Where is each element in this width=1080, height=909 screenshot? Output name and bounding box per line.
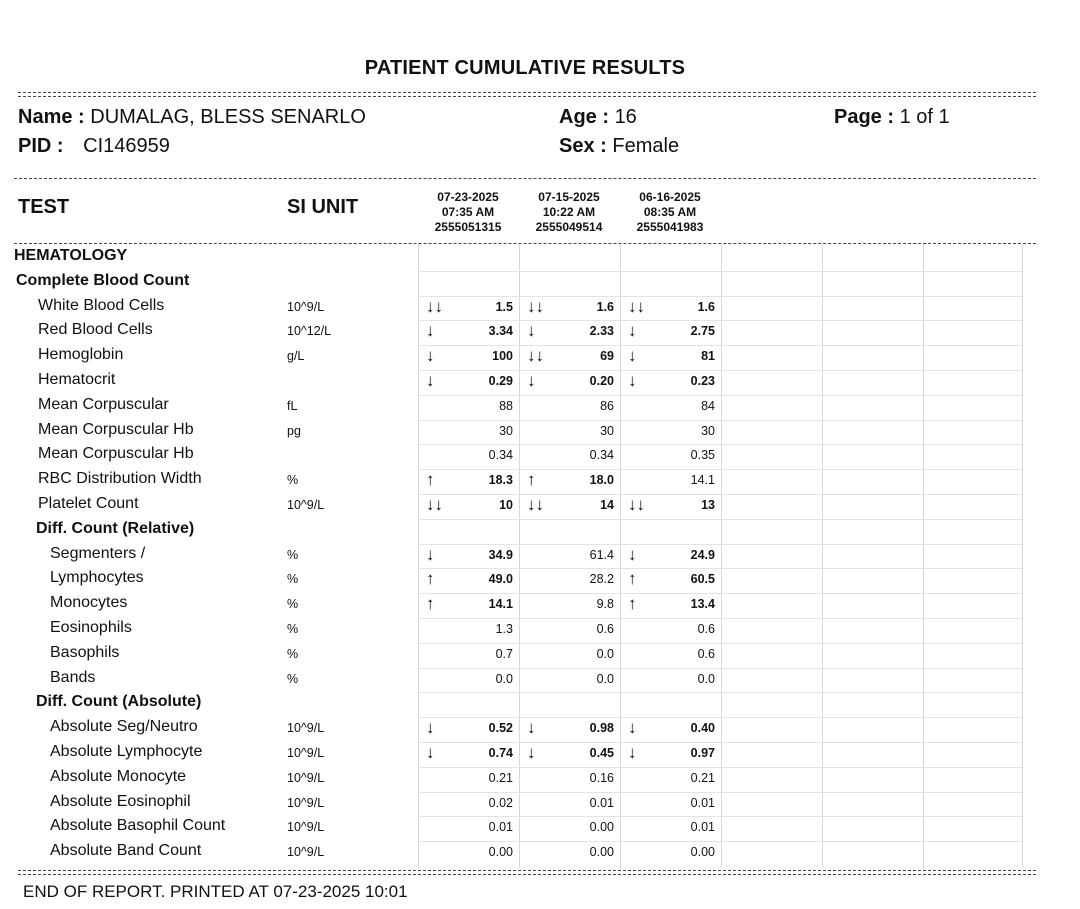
age-value: 16: [614, 106, 637, 128]
table-row: [0, 619, 1080, 644]
result-value: 0.7: [495, 646, 513, 661]
result-value: 49.0: [488, 572, 513, 587]
result-value: 18.3: [488, 473, 513, 488]
result-value: 18.0: [589, 473, 614, 488]
test-name: Absolute Monocyte: [50, 767, 187, 785]
low-flag-icon: ↓↓: [426, 296, 443, 316]
result-value: 0.21: [690, 770, 715, 785]
table-row: [0, 545, 1080, 570]
pid-label: PID :: [18, 135, 64, 157]
table-row: [0, 321, 1080, 346]
date-column-time: 10:22 AM: [542, 205, 596, 219]
result-value: 28.2: [589, 572, 614, 587]
result-value: 0.52: [488, 721, 513, 736]
test-name: Basophils: [50, 643, 120, 661]
table-header-divider: [14, 243, 1036, 244]
result-value: 0.02: [488, 795, 513, 810]
test-name: Diff. Count (Relative): [36, 519, 195, 537]
table-row: [0, 793, 1080, 818]
result-value: 1.3: [495, 622, 513, 636]
low-flag-icon: ↓: [628, 346, 637, 366]
test-name: Complete Blood Count: [16, 271, 190, 289]
low-flag-icon: ↓: [628, 371, 637, 390]
table-row: [0, 743, 1080, 768]
result-value: 9.8: [596, 597, 614, 612]
test-name: Hemoglobin: [38, 346, 124, 364]
low-flag-icon: ↓↓: [527, 346, 544, 366]
table-row: [0, 842, 1080, 867]
sex-value: Female: [612, 135, 680, 157]
date-column-time: 08:35 AM: [643, 205, 697, 219]
test-column-header: TEST: [18, 196, 70, 218]
table-row: [0, 396, 1080, 421]
result-value: 2.33: [589, 324, 614, 339]
result-value: 61.4: [589, 547, 614, 562]
test-name: Absolute Seg/Neutro: [50, 718, 198, 736]
result-value: 0.01: [589, 795, 614, 810]
low-flag-icon: ↓: [527, 371, 536, 390]
si-unit: 10^9/L: [287, 299, 325, 314]
date-column-date: 07-23-2025: [437, 190, 499, 204]
date-column-date: 06-16-2025: [639, 190, 701, 204]
si-unit: 10^9/L: [287, 795, 325, 810]
result-value: 13: [701, 498, 715, 512]
si-unit: %: [287, 622, 299, 636]
low-flag-icon: ↓↓: [628, 296, 645, 316]
date-column-id: 2555041983: [636, 220, 704, 234]
result-value: 0.0: [495, 671, 513, 686]
date-column-id: 2555051315: [434, 220, 502, 234]
si-unit: %: [287, 671, 299, 686]
result-value: 0.6: [596, 622, 614, 636]
result-value: 0.00: [589, 845, 614, 860]
result-value: 3.34: [488, 324, 513, 339]
si-unit: %: [287, 646, 299, 661]
result-value: 0.23: [690, 374, 715, 388]
si-unit: fL: [287, 398, 298, 413]
result-value: 10: [499, 498, 513, 512]
date-column-date: 07-15-2025: [538, 190, 600, 204]
si-unit: 10^9/L: [287, 845, 325, 860]
result-value: 0.6: [697, 622, 715, 636]
test-name: Absolute Eosinophil: [50, 792, 191, 810]
table-row: [0, 669, 1080, 694]
page-indicator: [834, 106, 950, 129]
high-flag-icon: ↑: [527, 470, 536, 490]
result-value: 0.74: [488, 746, 513, 760]
section-heading: [0, 272, 1080, 297]
result-value: 2.75: [690, 324, 715, 339]
si-unit: 10^9/L: [287, 820, 325, 835]
result-value: 1.6: [596, 299, 614, 314]
result-value: 0.16: [589, 770, 614, 785]
table-row: [0, 594, 1080, 619]
test-name: RBC Distribution Width: [38, 470, 202, 488]
table-row: [0, 644, 1080, 669]
header-top-double-divider: [18, 92, 1036, 93]
low-flag-icon: ↓: [426, 544, 435, 564]
test-name: Mean Corpuscular Hb: [38, 420, 194, 438]
si-unit: %: [287, 572, 299, 587]
si-unit: 10^12/L: [287, 324, 332, 339]
si-unit: g/L: [287, 349, 305, 364]
result-value: 0.0: [596, 671, 614, 686]
result-value: 0.00: [589, 820, 614, 835]
low-flag-icon: ↓: [628, 718, 637, 738]
test-name: Absolute Lymphocyte: [50, 743, 203, 760]
low-flag-icon: ↓: [426, 321, 435, 341]
test-name: Hematocrit: [38, 371, 116, 388]
low-flag-icon: ↓: [628, 544, 637, 564]
date-column-header: [620, 190, 720, 235]
result-value: 0.00: [690, 845, 715, 860]
test-name: Absolute Band Count: [50, 842, 202, 860]
department-heading: [0, 247, 1080, 272]
table-row: [0, 495, 1080, 520]
result-value: 84: [701, 398, 715, 413]
high-flag-icon: ↑: [628, 569, 637, 589]
si-unit: %: [287, 547, 299, 562]
result-value: 0.34: [488, 448, 513, 463]
date-column-time: 07:35 AM: [441, 205, 495, 219]
table-row: [0, 718, 1080, 743]
result-value: 0.98: [589, 721, 614, 736]
date-column-id: 2555049514: [535, 220, 603, 234]
date-column-header: [418, 190, 518, 235]
result-value: 0.35: [690, 448, 715, 463]
result-value: 0.97: [690, 746, 715, 760]
result-value: 1.5: [495, 299, 513, 314]
low-flag-icon: ↓↓: [527, 495, 544, 514]
si-unit: pg: [287, 423, 301, 438]
patient-name: [18, 106, 366, 129]
low-flag-icon: ↓: [426, 718, 435, 738]
test-name: Monocytes: [50, 594, 128, 612]
result-value: 14: [600, 498, 614, 512]
unit-column-header: SI UNIT: [287, 196, 359, 218]
low-flag-icon: ↓: [527, 743, 536, 762]
test-name: Bands: [50, 668, 96, 686]
low-flag-icon: ↓: [527, 718, 536, 738]
low-flag-icon: ↓↓: [426, 495, 443, 514]
result-value: 0.20: [589, 374, 614, 388]
patient-age: [559, 106, 637, 129]
table-row: [0, 445, 1080, 470]
table-row: [0, 371, 1080, 396]
name-label: Name :: [18, 106, 85, 128]
low-flag-icon: ↓: [628, 321, 637, 341]
age-label: Age :: [559, 106, 609, 128]
result-value: 0.01: [690, 820, 715, 835]
result-value: 1.6: [697, 299, 715, 314]
result-value: 100: [492, 349, 513, 364]
low-flag-icon: ↓: [426, 346, 435, 366]
name-value: DUMALAG, BLESS SENARLO: [90, 106, 366, 128]
table-row: [0, 817, 1080, 842]
result-value: 13.4: [690, 597, 715, 612]
si-unit: %: [287, 597, 299, 612]
result-value: 60.5: [690, 572, 715, 587]
si-unit: 10^9/L: [287, 770, 325, 785]
table-row: [0, 470, 1080, 495]
section-heading: [0, 520, 1080, 545]
low-flag-icon: ↓↓: [628, 495, 645, 514]
patient-sex: [559, 135, 679, 158]
table-row: [0, 297, 1080, 322]
result-value: 0.01: [690, 795, 715, 810]
page-label: Page :: [834, 106, 895, 128]
result-value: 34.9: [488, 547, 513, 562]
sex-label: Sex :: [559, 135, 607, 157]
si-unit: %: [287, 473, 299, 488]
result-value: 14.1: [488, 597, 513, 612]
low-flag-icon: ↓: [527, 321, 536, 341]
section-heading: [0, 693, 1080, 718]
table-row: [0, 346, 1080, 371]
result-value: 86: [600, 398, 614, 413]
test-name: HEMATOLOGY: [14, 247, 128, 264]
high-flag-icon: ↑: [426, 470, 435, 490]
result-value: 30: [600, 423, 614, 438]
result-value: 0.01: [488, 820, 513, 835]
result-value: 0.0: [697, 671, 715, 686]
table-row: [0, 569, 1080, 594]
test-name: Platelet Count: [38, 495, 139, 512]
high-flag-icon: ↑: [426, 594, 435, 614]
low-flag-icon: ↓: [426, 743, 435, 762]
patient-pid: [18, 135, 170, 158]
result-value: 69: [600, 349, 614, 364]
result-value: 24.9: [690, 547, 715, 562]
test-name: Mean Corpuscular: [38, 395, 169, 413]
date-column-header: [519, 190, 619, 235]
report-footer: END OF REPORT. PRINTED AT 07-23-2025 10:01: [23, 882, 408, 901]
result-value: 0.40: [690, 721, 715, 736]
high-flag-icon: ↑: [426, 569, 435, 589]
report-title: PATIENT CUMULATIVE RESULTS: [364, 57, 686, 79]
table-row: [0, 768, 1080, 793]
result-value: 14.1: [690, 473, 715, 488]
test-name: Absolute Basophil Count: [50, 817, 226, 835]
high-flag-icon: ↑: [628, 594, 637, 614]
result-value: 0.00: [488, 845, 513, 860]
result-value: 0.0: [596, 646, 614, 661]
page-value: 1 of 1: [899, 106, 950, 128]
test-name: Lymphocytes: [50, 569, 144, 587]
test-name: Diff. Count (Absolute): [36, 693, 202, 711]
footer-double-divider: [18, 870, 1036, 871]
si-unit: 10^9/L: [287, 746, 325, 760]
result-value: 0.45: [589, 746, 614, 760]
pid-value: CI146959: [83, 135, 170, 157]
low-flag-icon: ↓↓: [527, 296, 544, 316]
result-value: 30: [499, 423, 513, 438]
test-name: White Blood Cells: [38, 296, 165, 314]
header-divider: [14, 178, 1036, 179]
test-name: Eosinophils: [50, 619, 132, 636]
result-value: 0.34: [589, 448, 614, 463]
low-flag-icon: ↓: [426, 371, 435, 390]
result-value: 88: [499, 398, 513, 413]
si-unit: 10^9/L: [287, 498, 325, 512]
test-name: Red Blood Cells: [38, 321, 153, 339]
result-value: 81: [701, 349, 715, 364]
result-value: 0.6: [697, 646, 715, 661]
result-value: 0.21: [488, 770, 513, 785]
result-value: 0.29: [488, 374, 513, 388]
test-name: Mean Corpuscular Hb: [38, 445, 194, 463]
si-unit: 10^9/L: [287, 721, 325, 736]
low-flag-icon: ↓: [628, 743, 637, 762]
test-name: Segmenters /: [50, 544, 146, 562]
result-value: 30: [701, 423, 715, 438]
table-row: [0, 421, 1080, 446]
